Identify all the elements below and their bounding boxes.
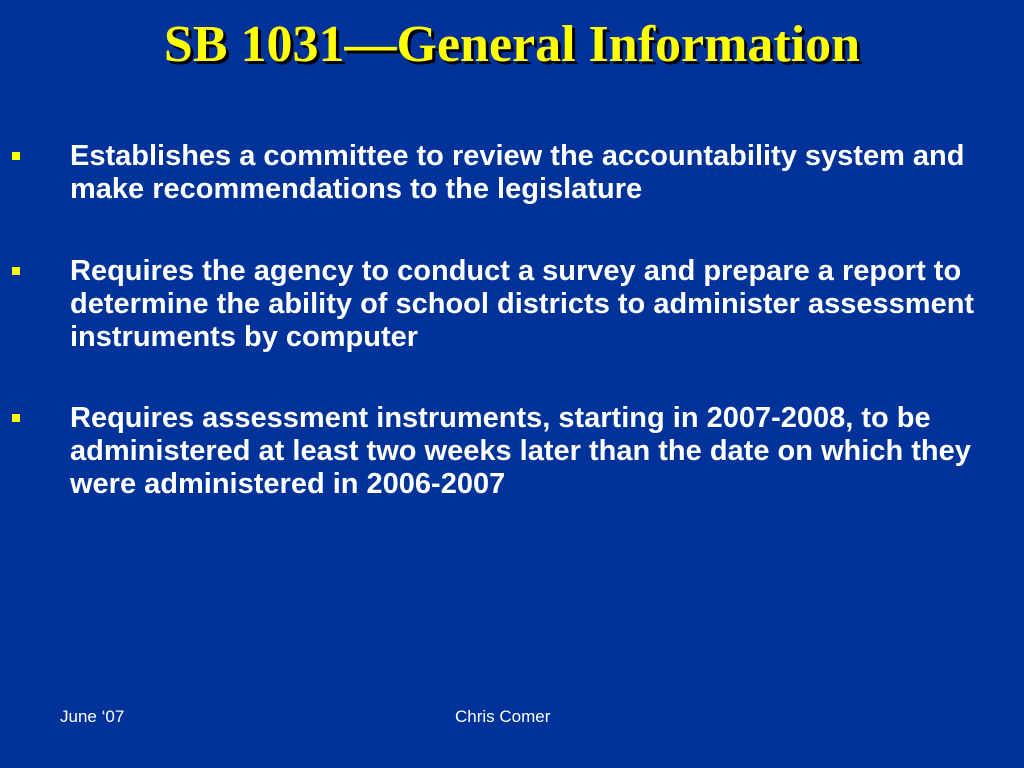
square-bullet-icon [12,267,20,275]
slide-title: SB 1031—General Information [163,16,861,73]
footer-author: Chris Comer [455,707,551,726]
bullet-text: Requires the agency to conduct a survey and prepare a report to determine the ability of school districts to administer assessment instruments by computer [70,255,975,353]
square-bullet-icon [12,152,20,160]
square-bullet-icon [12,414,20,422]
bullet-text: Establishes a committee to review the accountability system and make recommendations to the legislature [70,140,965,205]
bullet-text: Requires assessment instruments, starting in 2007-2008, to be administered at least two weeks later than the date on which they were administered in 2006-2007 [70,402,971,500]
footer-date: June ‘07 [60,707,125,726]
